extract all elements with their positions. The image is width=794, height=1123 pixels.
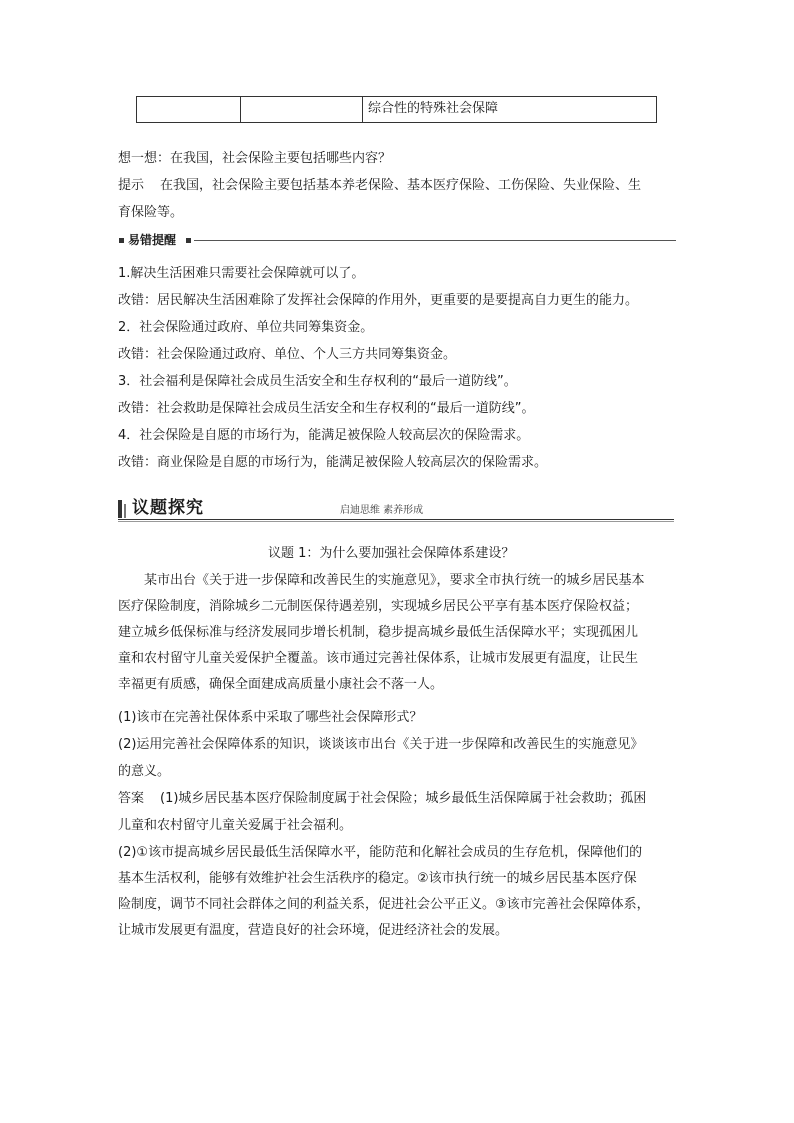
errors-heading: 易错提醒 <box>128 233 177 247</box>
error-statement-1: 1.解决生活困难只需要社会保障就可以了。 <box>118 266 365 281</box>
heading-square-icon <box>119 238 124 243</box>
error-correction-1: 改错：居民解决生活困难除了发挥社会保障的作用外，更重要的是要提高自力更生的能力。 <box>118 293 639 308</box>
banner-rule <box>118 519 674 520</box>
explore-banner-subtitle: 启迪思维 素养形成 <box>340 505 424 516</box>
answer-2 <box>118 840 678 944</box>
error-correction-3: 改错：社会救助是保障社会成员生活安全和生存权利的“最后一道防线”。 <box>118 401 535 416</box>
heading-square-icon <box>186 238 191 243</box>
question-2-line-1: (2)运用完善社会保障体系的知识，谈谈该市出台《关于进一步保障和改善民生的实施意见》 <box>118 737 644 752</box>
hint-label: 提示 <box>118 178 145 193</box>
hint-line-2: 育保险等。 <box>118 205 184 220</box>
material-line: 童和农村留守儿童关爱保护全覆盖。该市通过完善社保体系，让城市发展更有温度，让民生 <box>118 651 639 666</box>
error-correction-2: 改错：社会保险通过政府、单位、个人三方共同筹集资金。 <box>118 347 457 362</box>
banner-bar-icon <box>118 500 122 518</box>
error-correction-4: 改错：商业保险是自愿的市场行为，能满足被保险人较高层次的保险需求。 <box>118 455 548 470</box>
error-statement-4: 4．社会保险是自愿的市场行为，能满足被保险人较高层次的保险需求。 <box>118 428 530 443</box>
answer-2-line: 险制度，调节不同社会群体之间的利益关系，促进社会公平正义。③该市完善社会保障体系， <box>118 897 650 912</box>
insurance-table-row <box>136 96 657 123</box>
table-cell-text: 综合性的特殊社会保障 <box>368 101 499 116</box>
table-cell-description <box>362 97 656 122</box>
error-statement-2: 2．社会保险通过政府、单位共同筹集资金。 <box>118 320 374 335</box>
explore-banner-title: 议题探究 <box>132 498 204 518</box>
answer-2-line: 基本生活权利，能够有效维护社会生活秩序的稳定。②该市执行统一的城乡居民基本医疗保 <box>118 871 637 886</box>
topic-title: 议题 1：为什么要加强社会保障体系建设？ <box>268 546 515 561</box>
question-1: (1)该市在完善社保体系中采取了哪些社会保障形式？ <box>118 710 423 725</box>
think-question: 想一想：在我国，社会保险主要包括哪些内容？ <box>118 151 392 166</box>
material-line: 医疗保险制度，消除城乡二元制医保待遇差别，实现城乡居民公平享有基本医疗保险权益； <box>118 599 639 614</box>
banner-rule-thin <box>118 521 674 522</box>
table-cell-empty-1 <box>137 97 241 122</box>
material-line: 某市出台《关于进一步保障和改善民生的实施意见》，要求全市执行统一的城乡居民基本 <box>144 573 645 588</box>
hint-line-1: 在我国，社会保险主要包括基本养老保险、基本医疗保险、工伤保险、失业保险、生 <box>160 178 642 193</box>
answer-1-line-1: (1)城乡居民基本医疗保险制度属于社会保险；城乡最低生活保障属于社会救助；孤困 <box>160 791 647 806</box>
answer-1-line-2: 儿童和农村留守儿童关爱属于社会福利。 <box>118 818 353 833</box>
question-2-line-2: 的意义。 <box>118 764 171 779</box>
answer-2-line: 让城市发展更有温度，营造良好的社会环境，促进经济社会的发展。 <box>118 923 509 938</box>
heading-rule <box>194 240 676 241</box>
material-line: 幸福更有质感，确保全面建成高质量小康社会不落一人。 <box>118 677 444 692</box>
answer-label: 答案 <box>118 791 145 806</box>
topic-material <box>118 568 678 698</box>
table-cell-empty-2 <box>240 97 363 122</box>
material-line: 建立城乡低保标准与经济发展同步增长机制，稳步提高城乡最低生活保障水平；实现孤困儿 <box>118 625 639 640</box>
error-statement-3: 3．社会福利是保障社会成员生活安全和生存权利的“最后一道防线”。 <box>118 374 517 389</box>
answer-2-line: (2)①该市提高城乡居民最低生活保障水平，能防范和化解社会成员的生存危机，保障他们的 <box>118 845 643 860</box>
banner-bar-icon <box>124 504 126 518</box>
